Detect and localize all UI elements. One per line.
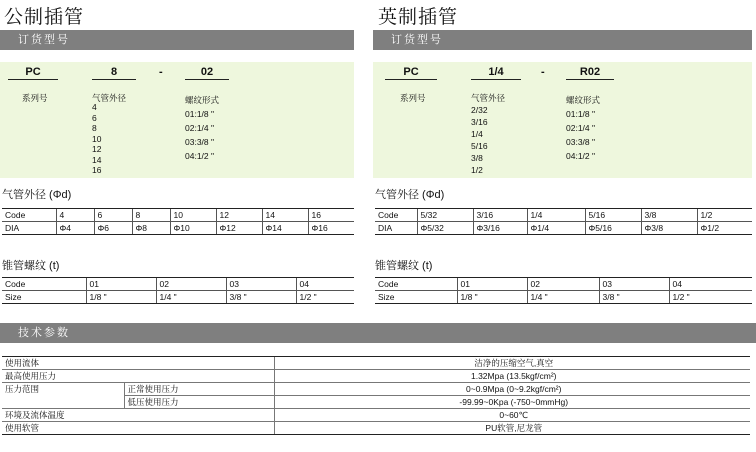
table-cell: 02	[527, 278, 599, 291]
table-cell: Φ1/4	[527, 222, 585, 235]
table-cell: Code	[2, 278, 86, 291]
table-cell: Φ3/8	[641, 222, 697, 235]
param-label: 最高使用压力	[2, 370, 124, 383]
table-cell: 1/8 "	[457, 291, 527, 304]
param-label: 压力范围	[5, 384, 40, 395]
table-cell: Size	[375, 291, 457, 304]
list-item: 1/4	[471, 129, 483, 139]
table-row	[2, 291, 354, 304]
metric-code-od: 8	[92, 66, 136, 80]
table-cell: 1/2 "	[296, 291, 354, 304]
table-cell: 16	[308, 209, 354, 222]
imperial-thread-label: 螺纹形式	[566, 95, 601, 105]
imperial-order-panel	[373, 62, 752, 178]
list-item: 03:3/8 "	[185, 137, 215, 147]
param-value: 1.32Mpa (13.5kgf/cm²)	[274, 370, 750, 383]
table-row	[2, 383, 750, 396]
param-sub-label: 正常使用压力	[124, 383, 274, 396]
table-row	[2, 357, 750, 370]
param-value: 0~60℃	[274, 409, 750, 422]
list-item: 6	[92, 112, 97, 123]
table-cell: 1/4	[527, 209, 585, 222]
table-row	[2, 222, 354, 235]
table-cell: 1/4 "	[156, 291, 226, 304]
metric-od-label: 气管外径	[92, 93, 127, 103]
table-cell: 1/8 "	[86, 291, 156, 304]
table-cell: 04	[669, 278, 752, 291]
table-cell: 1/2	[697, 209, 752, 222]
metric-code-thread: 02	[185, 66, 229, 80]
table-row	[375, 209, 752, 222]
table-cell: Φ3/16	[473, 222, 527, 235]
imperial-series-label: 系列号	[400, 93, 426, 103]
list-item: 10	[92, 133, 102, 144]
param-sub-label	[124, 409, 274, 422]
table-cell: Φ8	[132, 222, 170, 235]
table-cell: 1/4 "	[527, 291, 599, 304]
metric-order-panel	[0, 62, 354, 178]
table-cell: Code	[375, 278, 457, 291]
tech-params-table	[2, 356, 750, 435]
list-item: 12	[92, 144, 102, 154]
table-cell: 3/8 "	[226, 291, 296, 304]
metric-thread-list	[185, 107, 214, 163]
list-item: 02:1/4 "	[185, 123, 215, 133]
param-sub-label	[124, 370, 274, 383]
list-item: 1/2	[471, 165, 483, 175]
list-item: 5/16	[471, 141, 488, 151]
table-row	[2, 278, 354, 291]
metric-thread-section-title: 锥管螺纹 (t)	[2, 260, 60, 272]
table-row	[375, 291, 752, 304]
list-item: 04:1/2 "	[185, 151, 215, 161]
imperial-od-table	[375, 208, 752, 235]
imperial-thread-list	[566, 107, 595, 163]
table-row	[2, 209, 354, 222]
table-cell: 01	[86, 278, 156, 291]
list-item: 03:3/8 "	[566, 137, 596, 147]
imperial-od-label: 气管外径	[471, 93, 506, 103]
imperial-code-series: PC	[385, 66, 437, 80]
imperial-code-od: 1/4	[471, 66, 521, 80]
table-cell: Code	[2, 209, 56, 222]
list-item: 01:1/8 "	[566, 109, 596, 119]
table-cell: Φ10	[170, 222, 216, 235]
table-cell: DIA	[2, 222, 56, 235]
table-cell: 4	[56, 209, 94, 222]
table-cell: Φ5/16	[585, 222, 641, 235]
param-sub-label	[124, 422, 274, 435]
table-cell: Φ1/2	[697, 222, 752, 235]
table-cell: Code	[375, 209, 417, 222]
imperial-thread-section-title: 锥管螺纹 (t)	[375, 260, 433, 272]
table-cell: 02	[156, 278, 226, 291]
list-item: 14	[92, 154, 102, 165]
imperial-od-list	[471, 104, 488, 176]
metric-od-table	[2, 208, 354, 235]
param-label: 使用流体	[2, 357, 124, 370]
list-item: 04:1/2 "	[566, 151, 596, 161]
param-value: -99.99~0Kpa (-750~0mmHg)	[274, 396, 750, 409]
table-cell: 5/16	[585, 209, 641, 222]
imperial-code-thread: R02	[566, 66, 614, 80]
table-cell: 12	[216, 209, 262, 222]
table-cell: 3/8 "	[599, 291, 669, 304]
param-sub-label	[124, 357, 274, 370]
imperial-title: 英制插管	[378, 7, 459, 28]
table-cell: 1/2 "	[669, 291, 752, 304]
param-value: PU软管,尼龙管	[274, 422, 750, 435]
table-cell: 03	[226, 278, 296, 291]
table-cell: Φ16	[308, 222, 354, 235]
table-row	[2, 409, 750, 422]
list-item: 3/8	[471, 153, 483, 163]
table-cell: DIA	[375, 222, 417, 235]
param-value: 洁净的压缩空气,真空	[274, 357, 750, 370]
param-label: 环境及流体温度	[2, 409, 124, 422]
list-item: 8	[92, 123, 97, 133]
table-cell: 5/32	[417, 209, 473, 222]
table-row	[375, 278, 752, 291]
imperial-thread-table	[375, 277, 752, 304]
table-cell: 3/16	[473, 209, 527, 222]
table-cell: 6	[94, 209, 132, 222]
param-value: 0~0.9Mpa (0~9.2kgf/cm²)	[274, 383, 750, 396]
list-item: 2/32	[471, 105, 488, 115]
imperial-od-section-title: 气管外径 (Φd)	[375, 189, 445, 201]
list-item: 4	[92, 102, 97, 112]
table-cell: 14	[262, 209, 308, 222]
imperial-order-bar: 订货型号	[373, 30, 752, 50]
table-cell: 01	[457, 278, 527, 291]
table-row	[2, 422, 750, 435]
metric-thread-label: 螺纹形式	[185, 95, 220, 105]
metric-code-dash: -	[159, 66, 163, 78]
metric-series-label: 系列号	[22, 93, 48, 103]
table-row	[2, 396, 750, 409]
table-cell: Φ14	[262, 222, 308, 235]
metric-thread-table	[2, 277, 354, 304]
param-sub-label: 低压使用压力	[124, 396, 274, 409]
table-cell: Φ5/32	[417, 222, 473, 235]
param-label	[2, 396, 124, 409]
table-cell: Size	[2, 291, 86, 304]
list-item: 02:1/4 "	[566, 123, 596, 133]
table-cell: 10	[170, 209, 216, 222]
metric-order-bar: 订货型号	[0, 30, 354, 50]
metric-code-series: PC	[8, 66, 58, 80]
table-cell: Φ12	[216, 222, 262, 235]
table-cell: 8	[132, 209, 170, 222]
metric-od-list	[92, 102, 101, 176]
metric-title: 公制插管	[4, 7, 85, 28]
table-row	[2, 370, 750, 383]
table-cell: 03	[599, 278, 669, 291]
metric-od-section-title: 气管外径 (Φd)	[2, 189, 72, 201]
tech-params-bar: 技术参数	[0, 323, 756, 343]
list-item: 3/16	[471, 117, 488, 127]
table-cell: Φ4	[56, 222, 94, 235]
table-row	[375, 222, 752, 235]
list-item: 01:1/8 "	[185, 109, 215, 119]
param-label: 使用软管	[2, 422, 124, 435]
table-cell: Φ6	[94, 222, 132, 235]
list-item: 16	[92, 165, 102, 175]
imperial-code-dash: -	[541, 66, 545, 78]
table-cell: 04	[296, 278, 354, 291]
table-cell: 3/8	[641, 209, 697, 222]
